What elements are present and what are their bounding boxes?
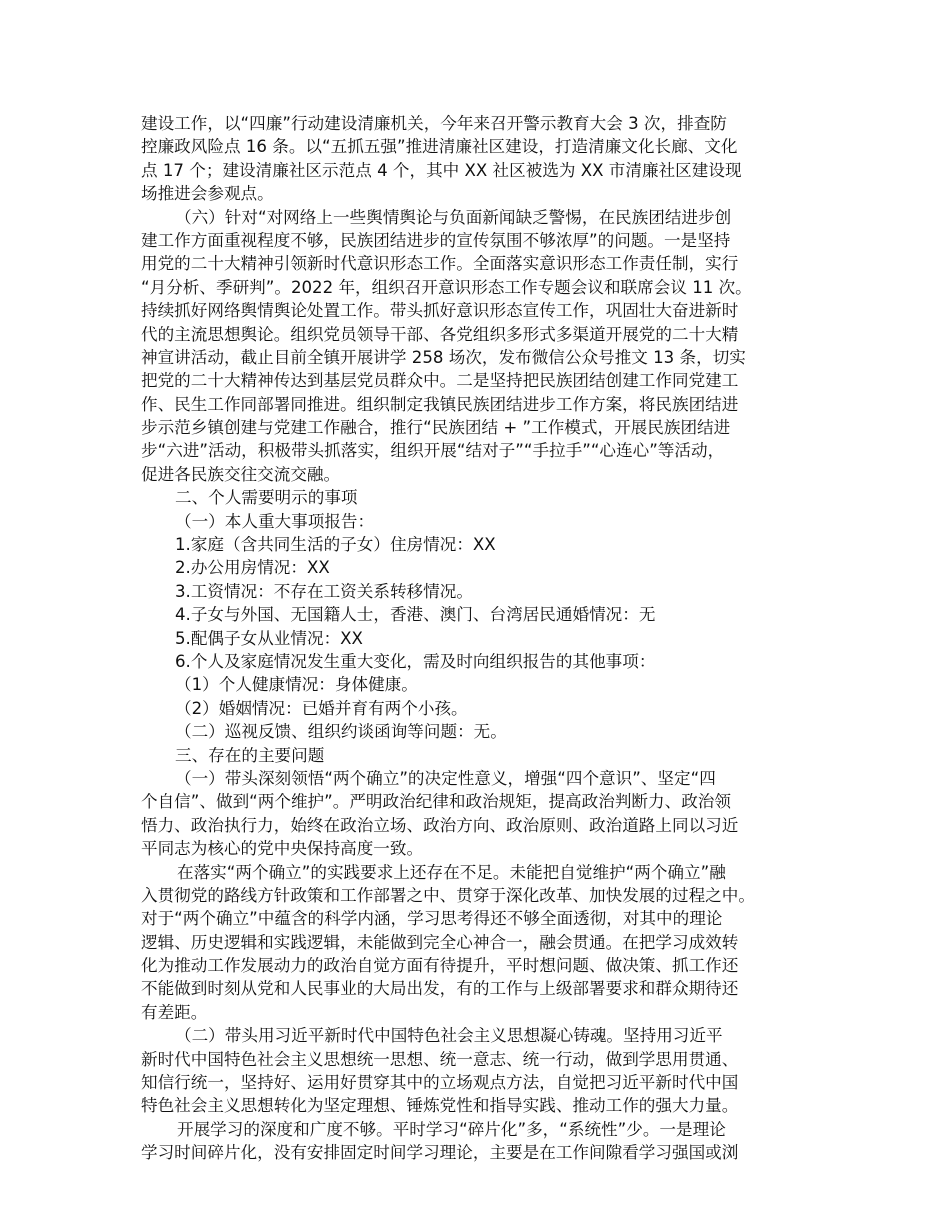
- text-line: 建工作方面重视程度不够，民族团结进步的宣传氛围不够浓厚”的问题。一是坚持: [141, 230, 731, 250]
- text-line: （一）本人重大事项报告：: [175, 511, 375, 531]
- text-line: 特色社会主义思想转化为坚定理想、锤炼党性和指导实践、推动工作的强大力量。: [141, 1096, 739, 1116]
- text-line: 三、存在的主要问题: [175, 745, 325, 765]
- text-line: 学习时间碎片化，没有安排固定时间学习理论，主要是在工作间隙看学习强国或浏: [141, 1143, 739, 1163]
- text-line: 把党的二十大精神传达到基层党员群众中。二是坚持把民族团结创建工作同党建工: [141, 371, 739, 391]
- text-line: 1.家庭（含共同生活的子女）住房情况：XX: [175, 535, 496, 555]
- text-line: 持续抓好网络舆情舆论处置工作。带头抓好意识形态宣传工作，巩固壮大奋进新时: [141, 301, 739, 321]
- text-line: （2）婚姻情况：已婚并育有两个小孩。: [175, 698, 468, 718]
- text-line: （二）巡视反馈、组织约谈函询等问题：无。: [175, 722, 507, 742]
- text-line: 悟力、政治执行力，始终在政治立场、政治方向、政治原则、政治道路上同以习近: [141, 815, 739, 835]
- text-line: 建设工作，以“四廉”行动建设清廉机关，今年来召开警示教育大会 3 次，排查防: [141, 114, 727, 133]
- text-line: 在落实“两个确立”的实践要求上还存在不足。未能把自觉维护“两个确立”融: [177, 862, 726, 882]
- text-line: 5.配偶子女从业情况：XX: [175, 628, 363, 648]
- text-line: 4.子女与外国、无国籍人士，香港、澳门、台湾居民通婚情况：无: [175, 605, 656, 625]
- text-line: 新时代中国特色社会主义思想统一思想、统一意志、统一行动，做到学思用贯通、: [141, 1049, 739, 1069]
- text-line: 2.办公用房情况：XX: [175, 558, 330, 578]
- text-line: 入贯彻党的路线方针政策和工作部署之中、贯穿于深化改革、加快发展的过程之中。: [141, 885, 755, 905]
- text-line: 控廉政风险点 16 条。以“五抓五强”推进清廉社区建设，打造清廉文化长廊、文化: [141, 137, 738, 157]
- text-line: （一）带头深刻领悟“两个确立”的决定性意义，增强“四个意识”、坚定“四: [175, 768, 716, 788]
- text-line: 二、个人需要明示的事项: [175, 488, 358, 508]
- text-line: 用党的二十大精神引领新时代意识形态工作。全面落实意识形态工作责任制，实行: [141, 254, 739, 274]
- text-line: 平同志为核心的党中央保持高度一致。: [141, 839, 424, 859]
- text-line: 有差距。: [141, 1002, 208, 1022]
- text-line: 神宣讲活动，截止目前全镇开展讲学 258 场次，发布微信公众号推文 13 条，切实: [141, 347, 746, 367]
- text-line: 逻辑、历史逻辑和实践逻辑，未能做到完全心神合一，融会贯通。在把学习成效转: [141, 932, 739, 952]
- text-line: 不能做到时刻从党和人民事业的大局出发，有的工作与上级部署要求和群众期待还: [141, 979, 739, 999]
- text-line: 代的主流思想舆论。组织党员领导干部、各党组织多形式多渠道开展党的二十大精: [141, 324, 739, 344]
- text-line: （六）针对“对网络上一些舆情舆论与负面新闻缺乏警惕，在民族团结进步创: [175, 207, 732, 227]
- text-line: 知信行统一，坚持好、运用好贯穿其中的立场观点方法，自觉把习近平新时代中国: [141, 1073, 739, 1093]
- text-line: 6.个人及家庭情况发生重大变化，需及时向组织报告的其他事项：: [175, 651, 656, 671]
- text-line: 步“六进”活动，积极带头抓落实，组织开展“结对子”“手拉手”“心连心”等活动，: [141, 441, 725, 461]
- text-line: 场推进会参观点。: [141, 184, 274, 204]
- text-line: （1）个人健康情况：身体健康。: [175, 675, 418, 695]
- text-line: 3.工资情况：不存在工资关系转移情况。: [175, 581, 473, 601]
- text-line: （二）带头用习近平新时代中国特色社会主义思想凝心铸魂。坚持用习近平: [175, 1026, 723, 1046]
- text-line: 开展学习的深度和广度不够。平时学习“碎片化”多，“系统性”少。一是理论: [177, 1119, 726, 1139]
- document-page: [141, 112, 831, 1165]
- text-line: 作、民生工作同部署同推进。组织制定我镇民族团结进步工作方案，将民族团结进: [141, 394, 739, 414]
- text-line: 对于“两个确立”中蕴含的科学内涵，学习思考得还不够全面透彻，对其中的理论: [141, 909, 723, 929]
- text-line: 点 17 个；建设清廉社区示范点 4 个，其中 XX 社区被选为 XX 市清廉社区建设现: [141, 160, 742, 180]
- text-line: 促进各民族交往交流交融。: [141, 464, 341, 484]
- text-line: 化为推动工作发展动力的政治自觉方面有待提升，平时想问题、做决策、抓工作还: [141, 956, 739, 976]
- text-line: “月分析、季研判”。2022 年，组织召开意识形态工作专题会议和联席会议 11 次。: [141, 277, 752, 297]
- text-line: 个自信”、做到“两个维护”。严明政治纪律和政治规矩，提高政治判断力、政治领: [141, 792, 731, 812]
- text-line: 步示范乡镇创建与党建工作融合，推行“民族团结 + ”工作模式，开展民族团结进: [141, 418, 731, 438]
